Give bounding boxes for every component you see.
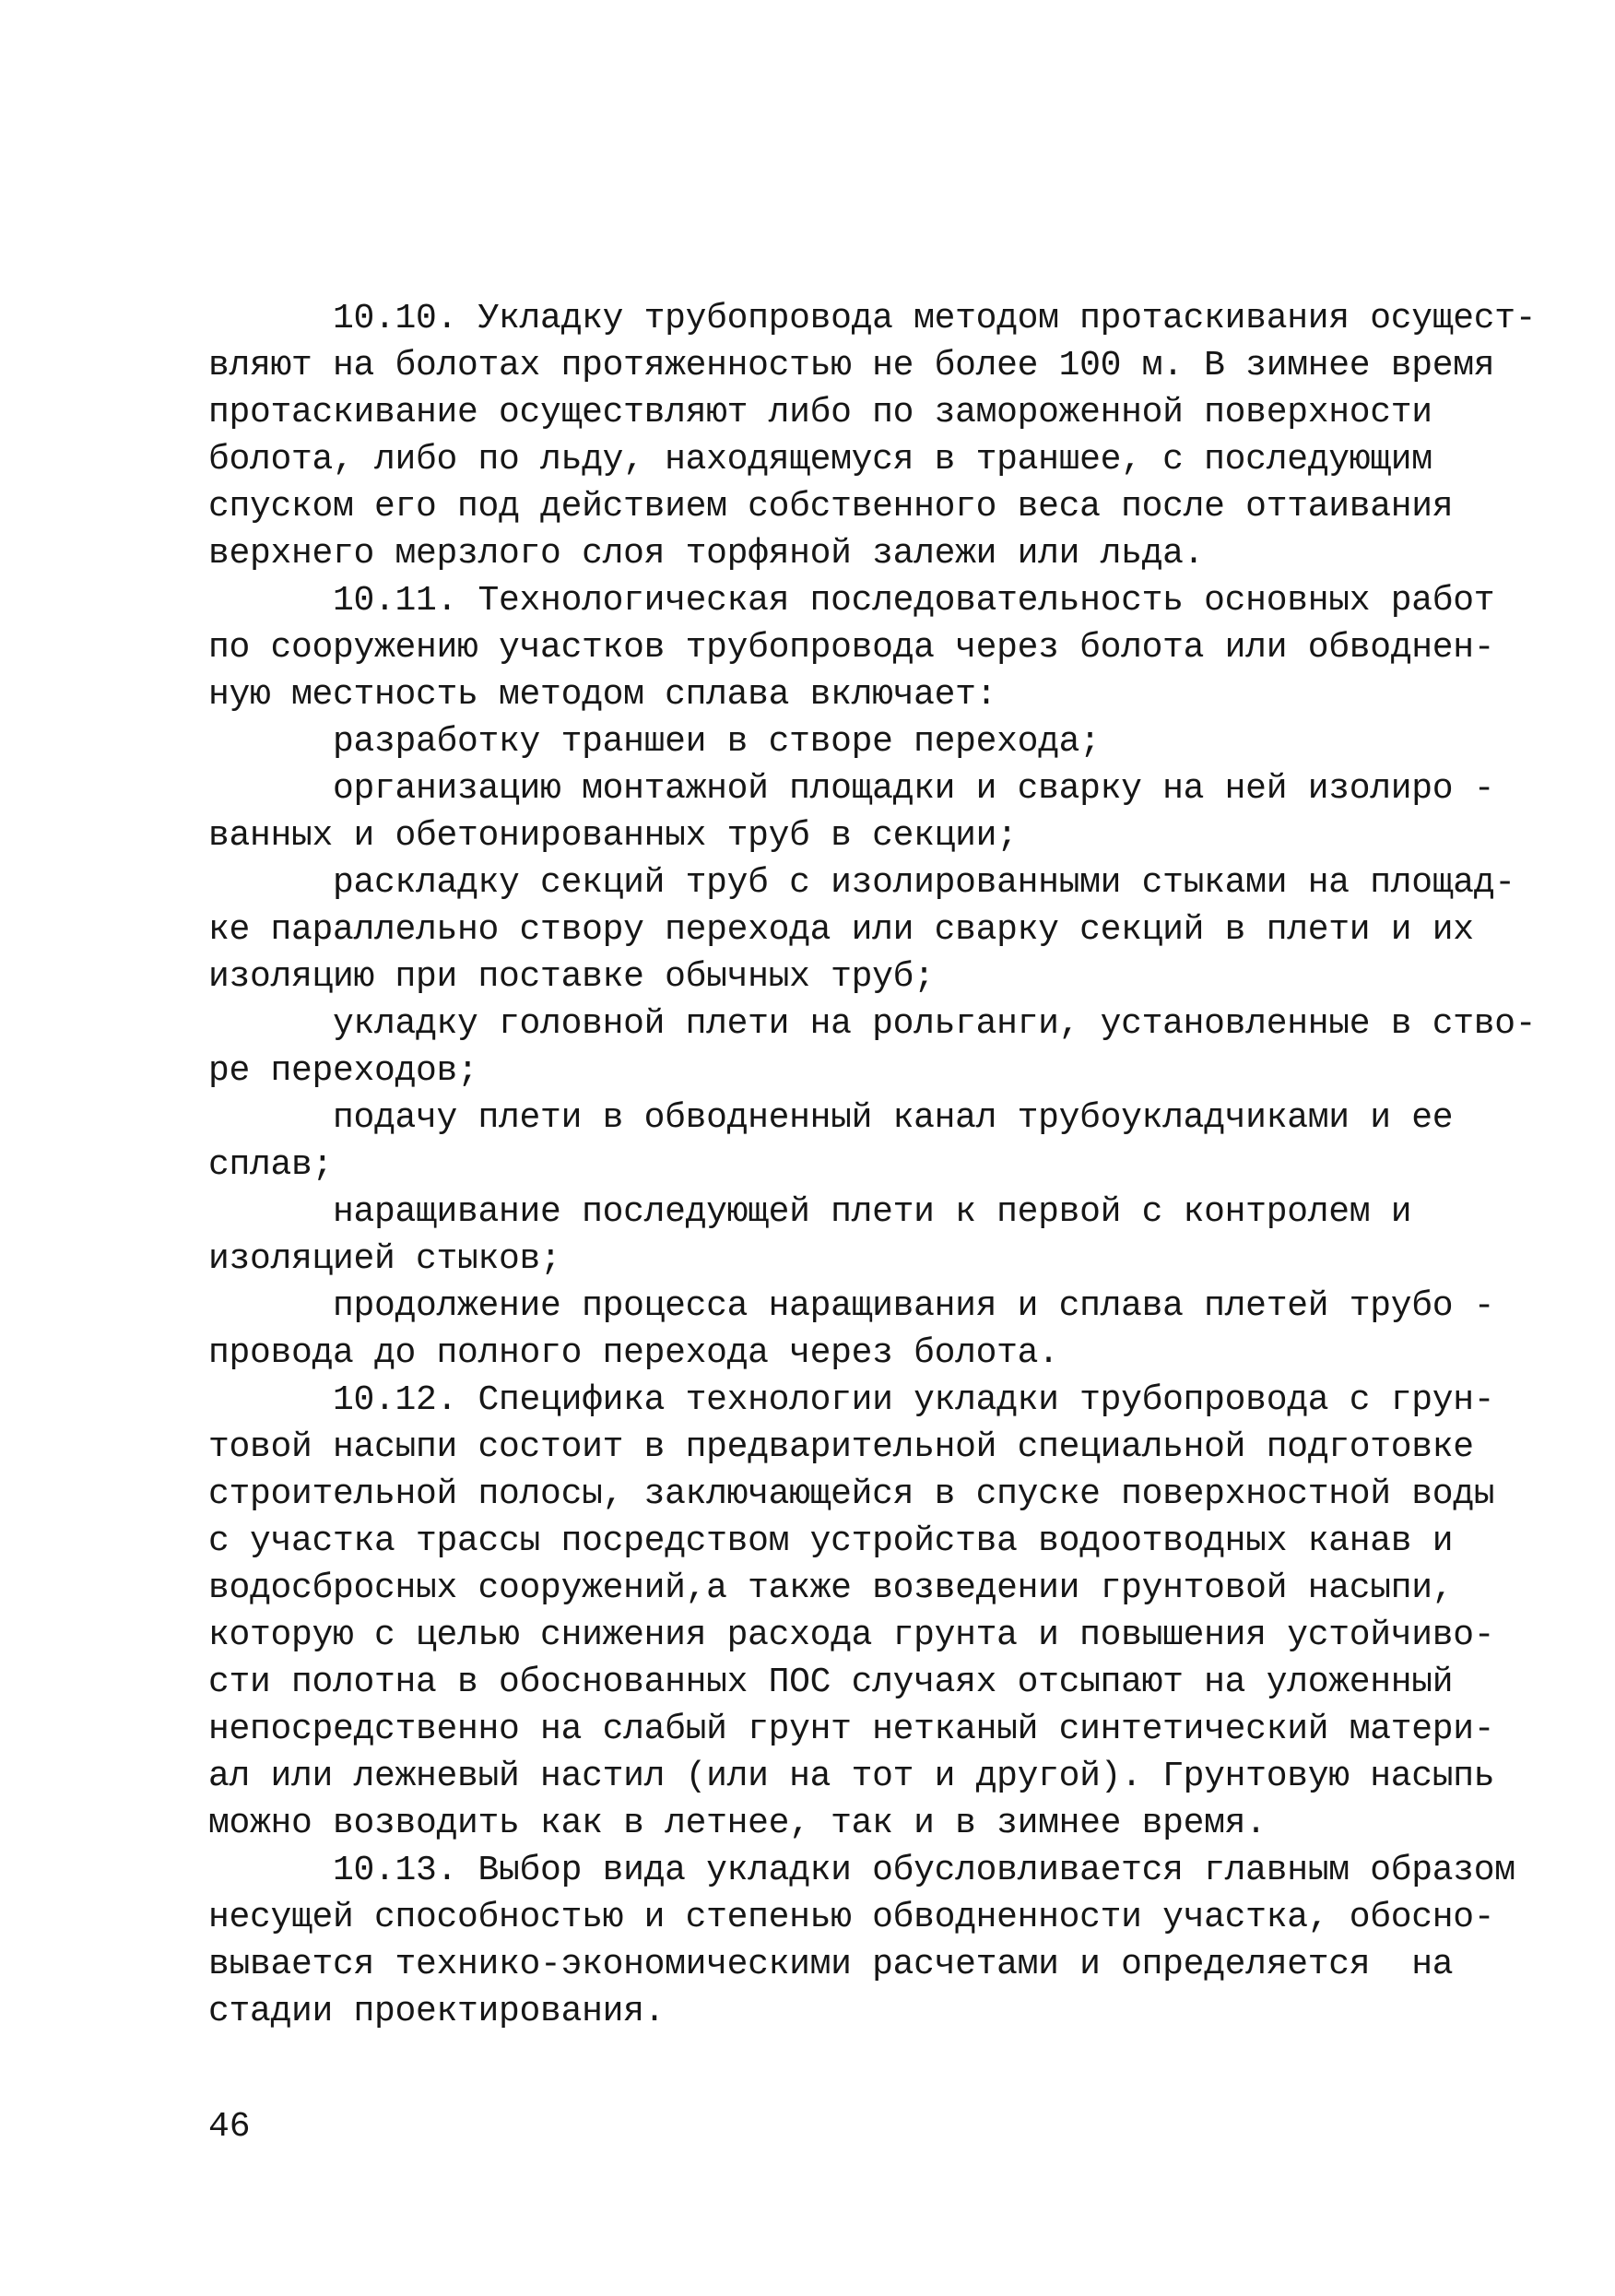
text-line: протаскивание осуществляют либо по замороженной поверхности: [208, 393, 1432, 432]
text-line: по сооружению участков трубопровода через болота или обводнен-: [208, 628, 1495, 668]
text-line: разработку траншеи в створе перехода;: [208, 722, 1101, 762]
text-line: вывается технико-экономическими расчетами и определяется на: [208, 1945, 1454, 1984]
text-line: можно возводить как в летнее, так и в зимнее время.: [208, 1804, 1267, 1843]
text-line: 10.10. Укладку трубопровода методом протаскивания осущест-: [208, 299, 1537, 338]
text-line: изоляцией стыков;: [208, 1239, 561, 1279]
text-line: строительной полосы, заключающейся в спуске поверхностной воды: [208, 1474, 1495, 1514]
text-line: товой насыпи состоит в предварительной специальной подготовке: [208, 1427, 1474, 1467]
text-line: 10.11. Технологическая последовательность основных работ: [208, 581, 1495, 621]
text-line: водосбросных сооружений,а также возведении грунтовой насыпи,: [208, 1568, 1454, 1608]
text-line: 10.12. Специфика технологии укладки трубопровода с грун-: [208, 1380, 1495, 1420]
text-line: провода до полного перехода через болота.: [208, 1333, 1059, 1373]
text-line: наращивание последующей плети к первой с контролем и: [208, 1192, 1412, 1232]
page-number: 46: [208, 2107, 251, 2147]
text-line: сплав;: [208, 1145, 334, 1185]
text-line: раскладку секций труб с изолированными стыками на площад-: [208, 863, 1515, 903]
text-line: 10.13. Выбор вида укладки обусловливается главным образом: [208, 1851, 1515, 1890]
text-line: сти полотна в обоснованных ПОС случаях отсыпают на уложенный: [208, 1663, 1454, 1702]
text-line: стадии проектирования.: [208, 1992, 666, 2031]
text-line: болота, либо по льду, находящемуся в траншее, с последующим: [208, 440, 1432, 479]
text-line: ке параллельно створу перехода или сварку секций в плети и их: [208, 910, 1474, 950]
text-line: продолжение процесса наращивания и сплава плетей трубо -: [208, 1286, 1495, 1326]
text-line: подачу плети в обводненный канал трубоукладчиками и ее: [208, 1098, 1454, 1138]
text-line: укладку головной плети на рольганги, установленные в ство-: [208, 1004, 1537, 1044]
text-line: непосредственно на слабый грунт нетканый синтетический матери-: [208, 1710, 1495, 1749]
text-line: спуском его под действием собственного веса после оттаивания: [208, 487, 1454, 527]
text-line: вляют на болотах протяженностью не более 100 м. В зимнее время: [208, 346, 1495, 385]
text-line: ную местность методом сплава включает:: [208, 675, 997, 715]
text-line: ал или лежневый настил (или на тот и другой). Грунтовую насыпь: [208, 1757, 1495, 1796]
text-line: изоляцию при поставке обычных труб;: [208, 957, 935, 997]
text-line: которую с целью снижения расхода грунта и повышения устойчиво-: [208, 1615, 1495, 1655]
text-line: организацию монтажной площадки и сварку на ней изолиро -: [208, 769, 1495, 809]
text-line: ре переходов;: [208, 1051, 478, 1091]
text-line: верхнего мерзлого слоя торфяной залежи или льда.: [208, 534, 1205, 574]
text-line: ванных и обетонированных труб в секции;: [208, 816, 1018, 856]
text-line: несущей способностью и степенью обводненности участка, обосно-: [208, 1898, 1495, 1937]
text-line: с участка трассы посредством устройства водоотводных канав и: [208, 1521, 1454, 1561]
